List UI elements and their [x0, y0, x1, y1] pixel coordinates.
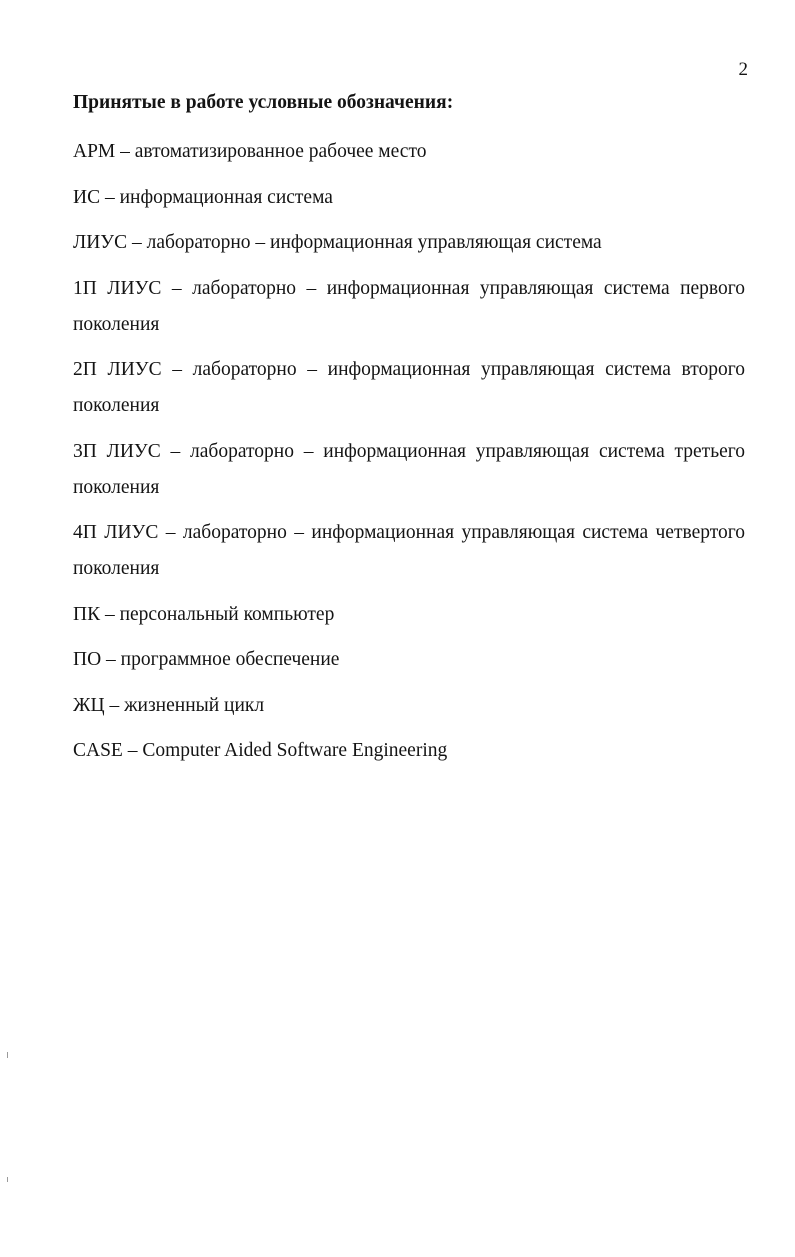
abbreviation-term: АРМ — [73, 141, 116, 162]
abbreviation-dash: – — [100, 186, 120, 208]
abbreviation-term: ПО — [73, 649, 102, 670]
abbreviation-item — [73, 688, 745, 724]
page-heading: Принятые в работе условные обозначения: — [73, 92, 454, 113]
page-number: 2 — [738, 59, 748, 80]
abbreviation-dash: – — [115, 141, 135, 162]
abbreviation-dash: – — [122, 740, 143, 761]
abbreviation-term: CASE — [73, 740, 123, 761]
scan-edge-mark — [7, 1177, 8, 1182]
abbreviation-term: ЛИУС — [73, 232, 128, 253]
abbreviation-item — [73, 134, 745, 170]
abbreviation-definition: лабораторно – информационная управляющая система второго поколения — [73, 359, 746, 416]
abbreviation-list — [73, 134, 745, 779]
abbreviation-item — [73, 271, 745, 343]
abbreviation-dash: – — [100, 603, 120, 625]
abbreviation-item — [73, 515, 745, 587]
abbreviation-definition: лабораторно – информационная управляющая система четвертого поколения — [73, 522, 746, 579]
abbreviation-item — [73, 434, 745, 506]
abbreviation-definition: лабораторно – информационная управляющая система третьего поколения — [73, 440, 746, 498]
abbreviation-term: ЖЦ — [73, 694, 105, 716]
abbreviation-term: 1П ЛИУС — [73, 277, 162, 299]
abbreviation-definition: лабораторно – информационная управляющая система первого поколения — [73, 277, 746, 335]
abbreviation-dash: – — [158, 522, 183, 543]
abbreviation-dash: – — [161, 277, 193, 299]
abbreviation-dash: – — [160, 440, 191, 462]
abbreviation-dash: – — [101, 649, 121, 670]
abbreviation-item — [73, 597, 745, 633]
abbreviation-term: ИС — [73, 186, 101, 208]
abbreviation-definition: жизненный цикл — [124, 694, 265, 716]
abbreviation-term: 2П ЛИУС — [73, 359, 162, 380]
abbreviation-item — [73, 180, 745, 216]
abbreviation-definition: лабораторно – информационная управляющая система — [146, 232, 602, 253]
abbreviation-dash: – — [104, 694, 125, 716]
abbreviation-term: ПК — [73, 603, 101, 625]
abbreviation-definition: автоматизированное рабочее место — [134, 141, 427, 162]
abbreviation-definition: персональный компьютер — [119, 603, 335, 625]
abbreviation-item — [73, 352, 745, 424]
scan-edge-mark — [7, 1052, 8, 1058]
abbreviation-definition: программное обеспечение — [120, 649, 340, 670]
abbreviation-term: 3П ЛИУС — [73, 440, 161, 462]
abbreviation-dash: – — [127, 232, 147, 253]
abbreviation-definition: информационная система — [119, 186, 333, 208]
abbreviation-item — [73, 642, 745, 678]
abbreviation-item — [73, 733, 745, 769]
abbreviation-dash: – — [161, 359, 193, 380]
abbreviation-item — [73, 225, 745, 261]
abbreviation-definition: Computer Aided Software Engineering — [142, 740, 448, 761]
abbreviation-term: 4П ЛИУС — [73, 522, 159, 543]
